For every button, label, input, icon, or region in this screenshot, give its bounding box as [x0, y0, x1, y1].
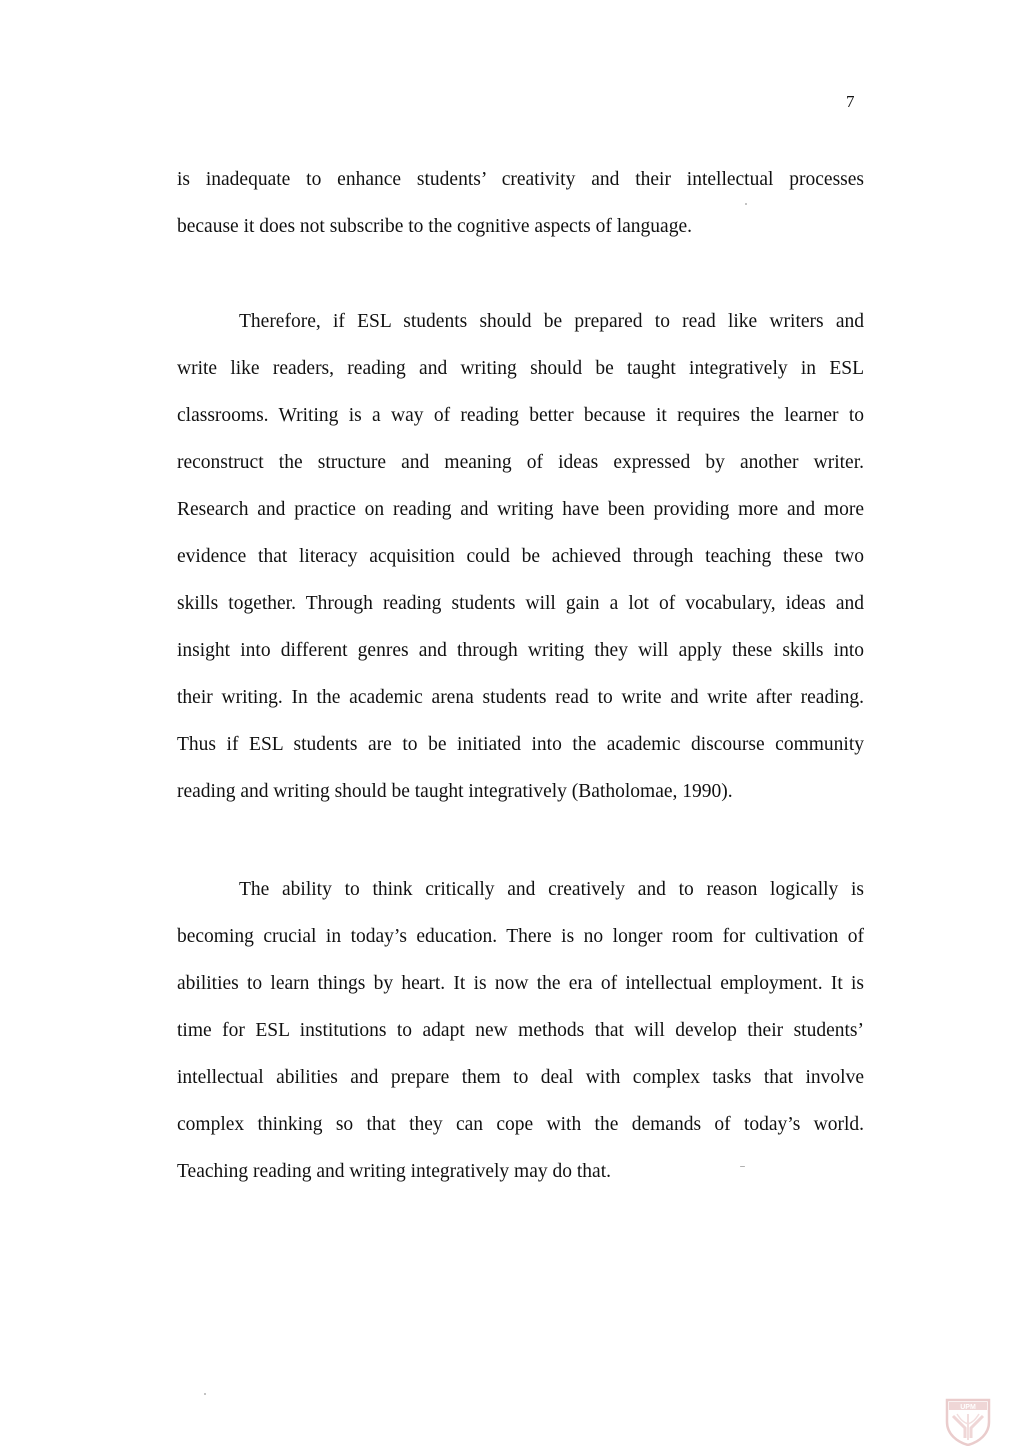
text-line: write like readers, reading and writing should be taught integratively in ESL: [177, 358, 864, 379]
text-line: reconstruct the structure and meaning of ideas expressed by another writer.: [177, 452, 864, 473]
paragraph-continuation: [177, 156, 864, 250]
crest-lettering: UPM: [960, 1404, 976, 1411]
text-line: time for ESL institutions to adapt new methods that will develop their students’: [177, 1020, 864, 1041]
university-crest-icon: [943, 1394, 993, 1446]
text-line: The ability to think critically and creatively and to reason logically is: [239, 879, 864, 900]
text-line: intellectual abilities and prepare them to deal with complex tasks that involve: [177, 1067, 864, 1088]
text-line: Thus if ESL students are to be initiated into the academic discourse community: [177, 734, 864, 755]
page-number: 7: [846, 92, 855, 111]
text-line: Therefore, if ESL students should be prepared to read like writers and: [239, 311, 864, 332]
text-line: insight into different genres and through writing they will apply these skills into: [177, 640, 864, 661]
text-line: because it does not subscribe to the cognitive aspects of language.: [177, 216, 692, 237]
text-line: skills together. Through reading students will gain a lot of vocabulary, ideas and: [177, 593, 864, 614]
paragraph-critical-thinking: [177, 866, 864, 1195]
scan-speck: [740, 1166, 745, 1167]
paragraph-reading-writing: [177, 298, 864, 815]
text-line: classrooms. Writing is a way of reading better because it requires the learner to: [177, 405, 864, 426]
text-line: Research and practice on reading and writing have been providing more and more: [177, 499, 864, 520]
text-line: is inadequate to enhance students’ creativity and their intellectual processes: [177, 169, 864, 190]
text-line: complex thinking so that they can cope with the demands of today’s world.: [177, 1114, 864, 1135]
text-line: Teaching reading and writing integratively may do that.: [177, 1161, 611, 1182]
text-line: abilities to learn things by heart. It is now the era of intellectual employment. It is: [177, 973, 864, 994]
text-line: their writing. In the academic arena students read to write and write after reading.: [177, 687, 864, 708]
text-line: evidence that literacy acquisition could be achieved through teaching these two: [177, 546, 864, 567]
scan-speck: [745, 203, 747, 205]
text-line: reading and writing should be taught integratively (Batholomae, 1990).: [177, 781, 733, 802]
text-line: becoming crucial in today’s education. There is no longer room for cultivation of: [177, 926, 864, 947]
scan-speck: [204, 1393, 206, 1395]
